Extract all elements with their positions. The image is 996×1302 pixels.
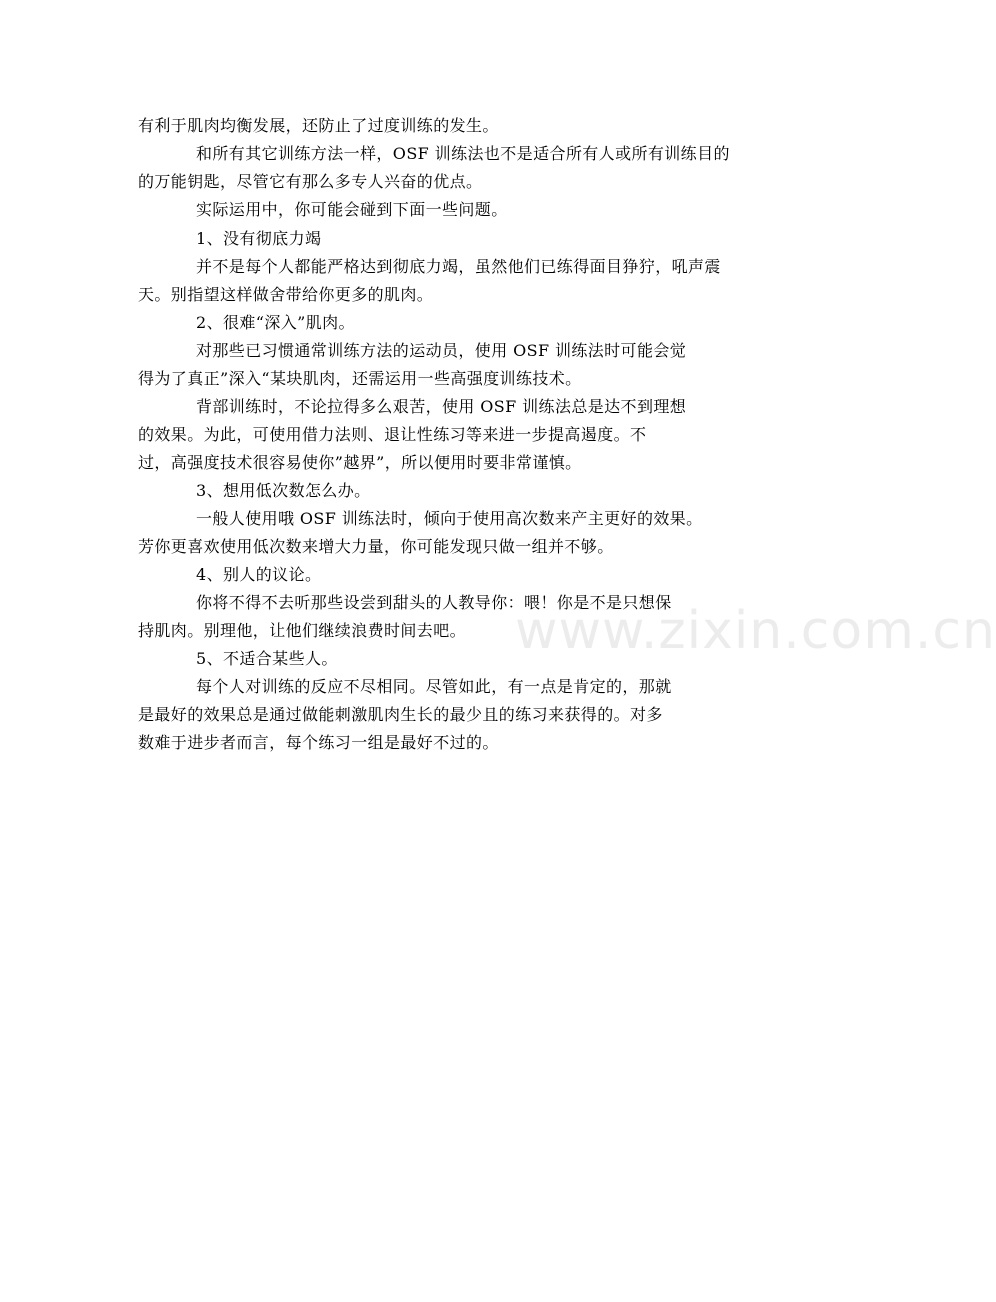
paragraph-start-line: 每个人对训练的反应不尽相同。尽管如此，有一点是肯定的，那就 — [196, 677, 672, 696]
text-line: 是最好的效果总是通过做能刺激肌肉生长的最少且的练习来获得的。对多 — [138, 705, 663, 724]
text-line: 持肌肉。别理他，让他们继续浪费时间去吧。 — [138, 621, 467, 640]
section-heading-5: 5、不适合某些人。 — [196, 649, 338, 668]
section-heading-3: 3、想用低次数怎么办。 — [196, 481, 371, 500]
text-line: 有利于肌肉均衡发展，还防止了过度训练的发生。 — [138, 116, 499, 135]
text-line: 的万能钥匙，尽管它有那么多专人兴奋的优点。 — [138, 172, 483, 191]
paragraph-start-line: 你将不得不去听那些设尝到甜头的人教导你：喂！你是不是只想保 — [196, 593, 672, 612]
section-heading-1: 1、没有彻底力竭 — [196, 229, 322, 248]
text-line: 天。别指望这样做舍带给你更多的肌肉。 — [138, 285, 434, 304]
text-line: 过，高强度技术很容易使你”越界”，所以便用时要非常谨慎。 — [138, 453, 582, 472]
text-line: 得为了真正”深入“某块肌肉，还需运用一些高强度训练技术。 — [138, 369, 582, 388]
paragraph-start-line: 实际运用中，你可能会碰到下面一些问题。 — [196, 200, 508, 219]
watermark: www.zixin.com.cn — [515, 601, 996, 661]
paragraph-start-line: 对那些已习惯通常训练方法的运动员，使用 OSF 训练法时可能会觉 — [196, 341, 687, 360]
text-line: 数难于进步者而言，每个练习一组是最好不过的。 — [138, 733, 499, 752]
text-line: 的效果。为此，可使用借力法则、退让性练习等来进一步提高遏度。不 — [138, 425, 647, 444]
text-line: 芳你更喜欢使用低次数来增大力量，你可能发现只做一组并不够。 — [138, 537, 614, 556]
paragraph-start-line: 一般人使用哦 OSF 训练法时，倾向于使用高次数来产主更好的效果。 — [196, 509, 703, 528]
section-heading-4: 4、别人的议论。 — [196, 565, 322, 584]
paragraph-start-line: 并不是每个人都能严格达到彻底力竭，虽然他们已练得面目狰狞，吼声震 — [196, 257, 721, 276]
section-heading-2: 2、很难“深入”肌肉。 — [196, 313, 355, 332]
paragraph-start-line: 背部训练时，不论拉得多么艰苦，使用 OSF 训练法总是达不到理想 — [196, 397, 687, 416]
paragraph-start-line: 和所有其它训练方法一样，OSF 训练法也不是适合所有人或所有训练目的 — [196, 144, 730, 163]
